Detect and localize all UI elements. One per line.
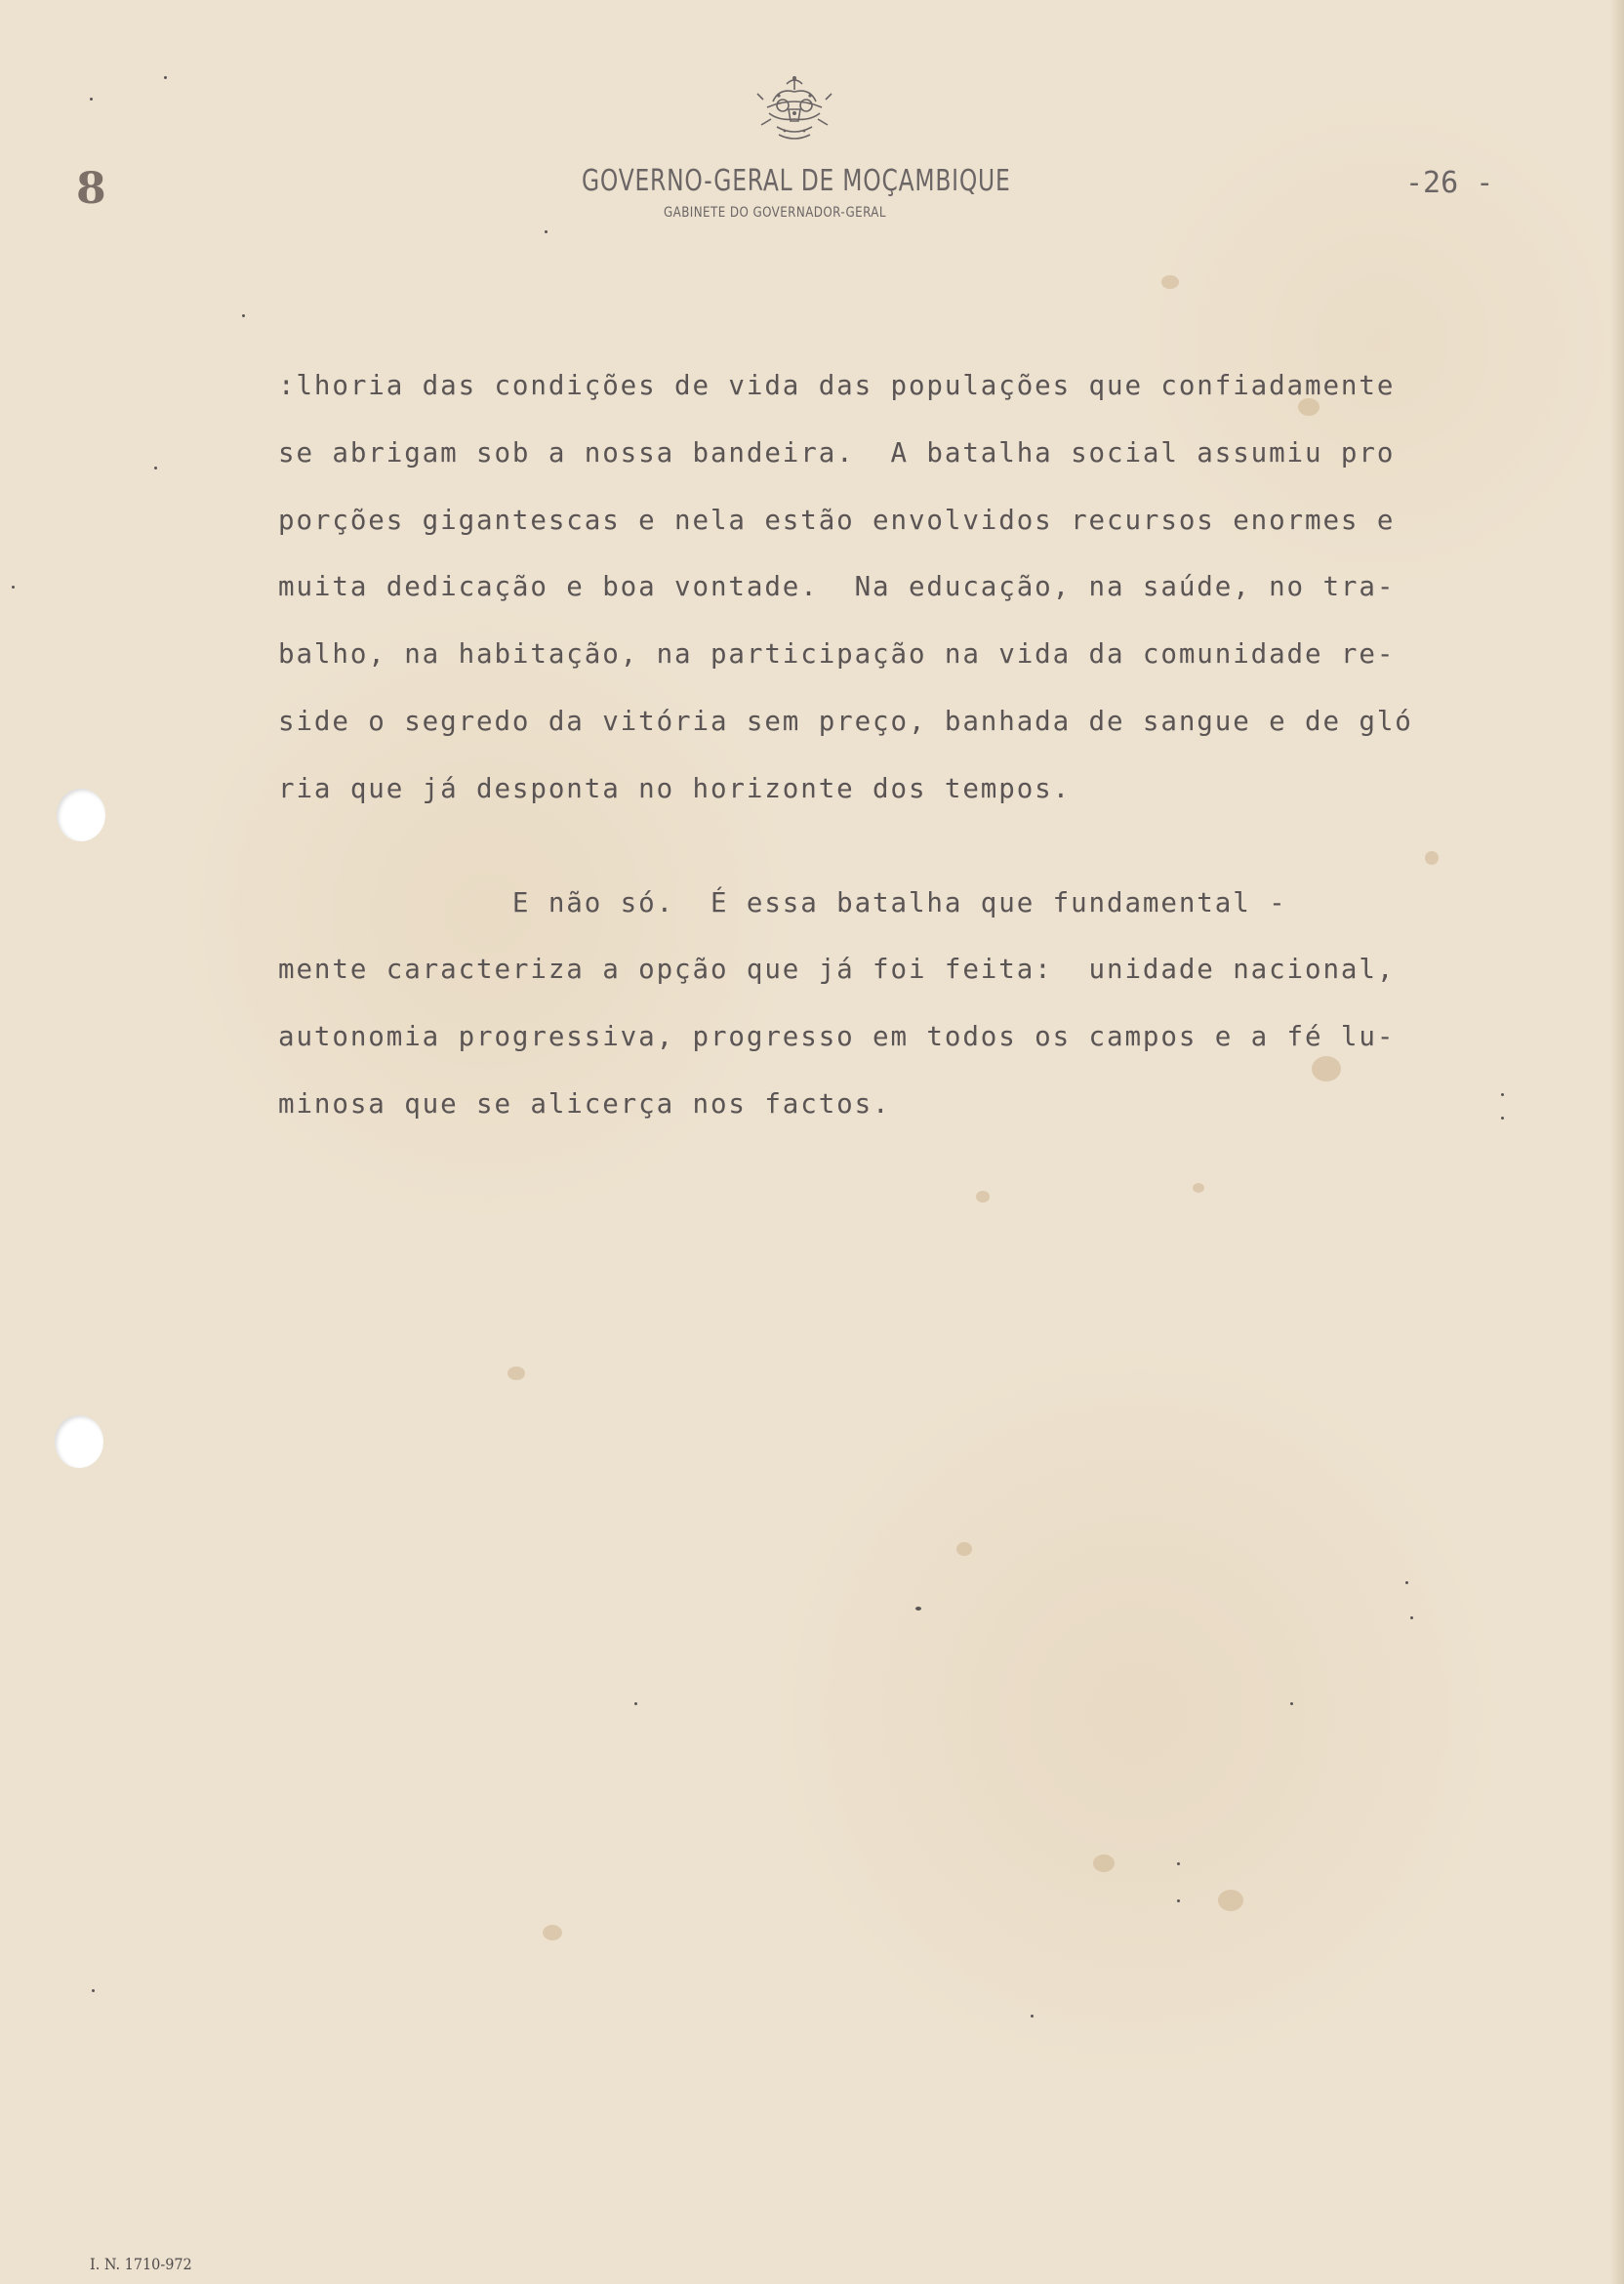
foxing-spot	[543, 1925, 562, 1940]
speck	[634, 1702, 637, 1705]
foxing-spot	[508, 1366, 525, 1380]
speck	[1290, 1702, 1293, 1705]
text-line: side o segredo da vitória sem preço, banhada de sangue e de gló	[278, 705, 1413, 737]
speck	[154, 467, 157, 469]
text-line: E não só. É essa batalha que fundamental -	[278, 886, 1287, 918]
cabinet-subtitle: GABINETE DO GOVERNADOR-GERAL	[664, 205, 886, 221]
punch-hole	[55, 1415, 103, 1468]
text-line: autonomia progressiva, progresso em todos os campos e a fé lu-	[278, 1021, 1396, 1053]
typed-body-text	[278, 359, 1547, 1145]
text-line: muita dedicação e boa vontade. Na educação, na saúde, no tra-	[278, 571, 1396, 603]
speck	[90, 98, 93, 101]
text-line: ria que já desponta no horizonte dos tempos.	[278, 772, 1072, 804]
print-code: I. N. 1710-972	[90, 2255, 192, 2273]
foxing-spot	[1218, 1890, 1243, 1911]
foxing-spot	[1093, 1855, 1115, 1872]
coat-of-arms-icon	[750, 74, 839, 150]
speck	[1031, 2015, 1034, 2018]
foxing-spot	[1161, 275, 1179, 289]
speck	[164, 76, 167, 79]
speck	[242, 314, 245, 317]
text-line: minosa que se alicerça nos factos.	[278, 1087, 891, 1120]
text-line: balho, na habitação, na participação na vida da comunidade re-	[278, 638, 1396, 671]
speck	[12, 586, 15, 589]
text-line: porções gigantescas e nela estão envolvidos recursos enormes e	[278, 504, 1396, 536]
text-line: mente caracteriza a opção que já foi feita: unidade nacional,	[278, 954, 1396, 986]
page-edge-shadow	[1610, 0, 1624, 2284]
punch-hole	[57, 789, 105, 841]
speck	[1177, 1899, 1180, 1902]
page-number: -26 -	[1405, 166, 1494, 200]
text-line: :lhoria das condições de vida das populações que confiadamente	[278, 370, 1396, 401]
speck	[1410, 1616, 1413, 1619]
margin-mark: 8	[76, 164, 106, 214]
foxing-spot	[956, 1542, 972, 1556]
speck	[545, 230, 548, 233]
text-line: se abrigam sob a nossa bandeira. A batalha social assumiu pro	[278, 436, 1396, 469]
speck	[92, 1989, 95, 1992]
speck	[915, 1607, 921, 1611]
government-title: GOVERNO-GERAL DE MOÇAMBIQUE	[582, 164, 1011, 198]
foxing-spot	[976, 1191, 990, 1203]
paragraph-gap	[278, 830, 1547, 877]
speck	[1177, 1862, 1180, 1865]
foxing-spot	[1193, 1183, 1204, 1193]
speck	[1405, 1581, 1408, 1584]
